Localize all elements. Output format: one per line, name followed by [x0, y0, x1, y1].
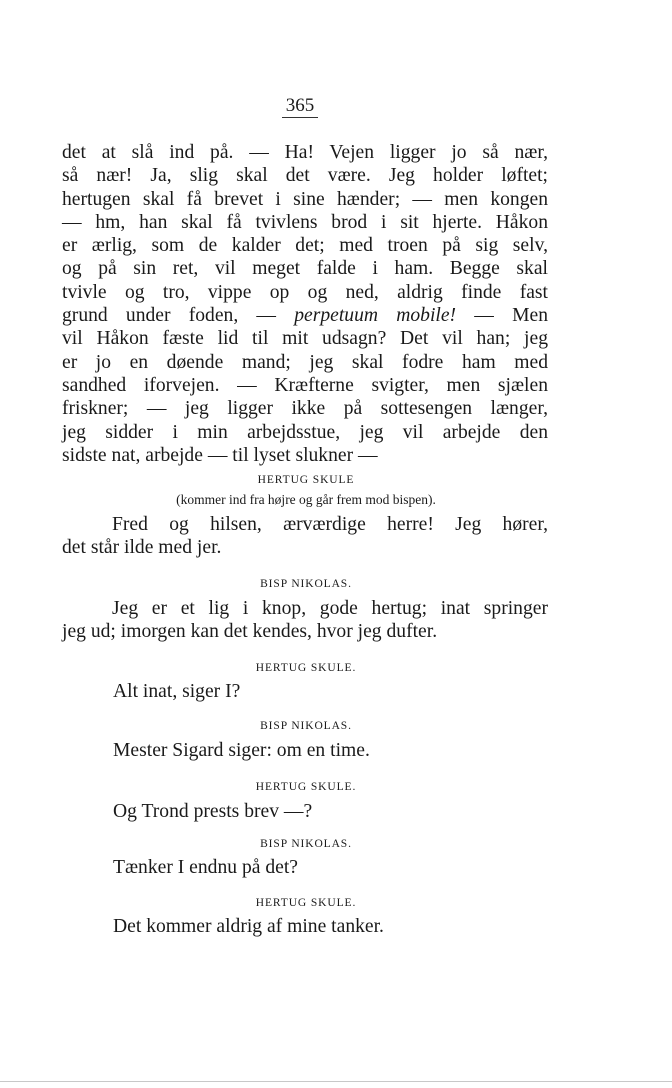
opening-passage	[62, 141, 548, 467]
speech-line: Og Trond prests brev —?	[113, 801, 313, 822]
speech-line: Fred og hilsen, ærværdige herre! Jeg hører,	[112, 514, 548, 535]
passage-line-end: — Men	[456, 305, 548, 327]
speech-block	[62, 597, 548, 644]
stage-direction: (kommer ind fra højre og går frem mod bispen).	[176, 492, 436, 507]
speech-line: Mester Sigard siger: om en time.	[113, 740, 370, 761]
speech-line: det står ilde med jer.	[62, 537, 222, 559]
page-number-text: 365	[282, 95, 319, 118]
passage-line: sandhed iforvejen. — Kræfterne svigter, men sjælen	[62, 374, 548, 396]
speaker-name: HERTUG SKULE.	[255, 662, 357, 674]
passage-line-mixed	[62, 304, 548, 327]
passage-line: er ærlig, som de kalder det; med troen på sig selv,	[62, 235, 548, 257]
speech-line: Alt inat, siger I?	[113, 681, 241, 702]
passage-line: sidste nat, arbejde — til lyset slukner —	[62, 444, 378, 466]
page-number	[0, 94, 600, 118]
passage-line: tvivle og tro, vippe op og ned, aldrig finde fast	[62, 281, 548, 303]
passage-line: — hm, han skal få tvivlens brod i sit hjerte. Håkon	[62, 211, 548, 233]
passage-line: jeg sidder i min arbejdsstue, jeg vil arbejde den	[62, 421, 548, 443]
speech-block	[62, 513, 548, 560]
speaker-name: HERTUG SKULE	[257, 474, 355, 486]
speech-line: Jeg er et lig i knop, gode hertug; inat springer	[112, 598, 548, 619]
passage-line: så nær! Ja, slig skal det være. Jeg holder løftet;	[62, 165, 548, 187]
speech-line: Tænker I endnu på det?	[113, 857, 298, 878]
passage-line: det at slå ind på. — Ha! Vejen ligger jo så nær,	[62, 142, 548, 163]
passage-line-start: grund under foden, —	[62, 305, 295, 327]
passage-line: vil Håkon fæste lid til mit udsagn? Det vil han; jeg	[62, 328, 548, 350]
italic-phrase: perpetuum mobile!	[294, 305, 457, 327]
speaker-name: HERTUG SKULE.	[255, 897, 357, 909]
page-bottom-edge	[0, 1081, 672, 1082]
passage-line: er jo en døende mand; jeg skal fodre ham med	[62, 351, 548, 373]
passage-line: og på sin ret, vil meget falde i ham. Begge skal	[62, 258, 548, 280]
speaker-name: BISP NIKOLAS.	[260, 838, 352, 850]
passage-line: friskner; — jeg ligger ikke på sottesengen længer,	[62, 398, 548, 420]
speaker-name: BISP NIKOLAS.	[260, 720, 352, 732]
passage-line: hertugen skal få brevet i sine hænder; — men kongen	[62, 188, 548, 210]
speech-line: Det kommer aldrig af mine tanker.	[113, 916, 384, 937]
speech-line: jeg ud; imorgen kan det kendes, hvor jeg dufter.	[62, 621, 438, 643]
speaker-name: BISP NIKOLAS.	[260, 578, 352, 590]
speaker-name: HERTUG SKULE.	[255, 781, 357, 793]
